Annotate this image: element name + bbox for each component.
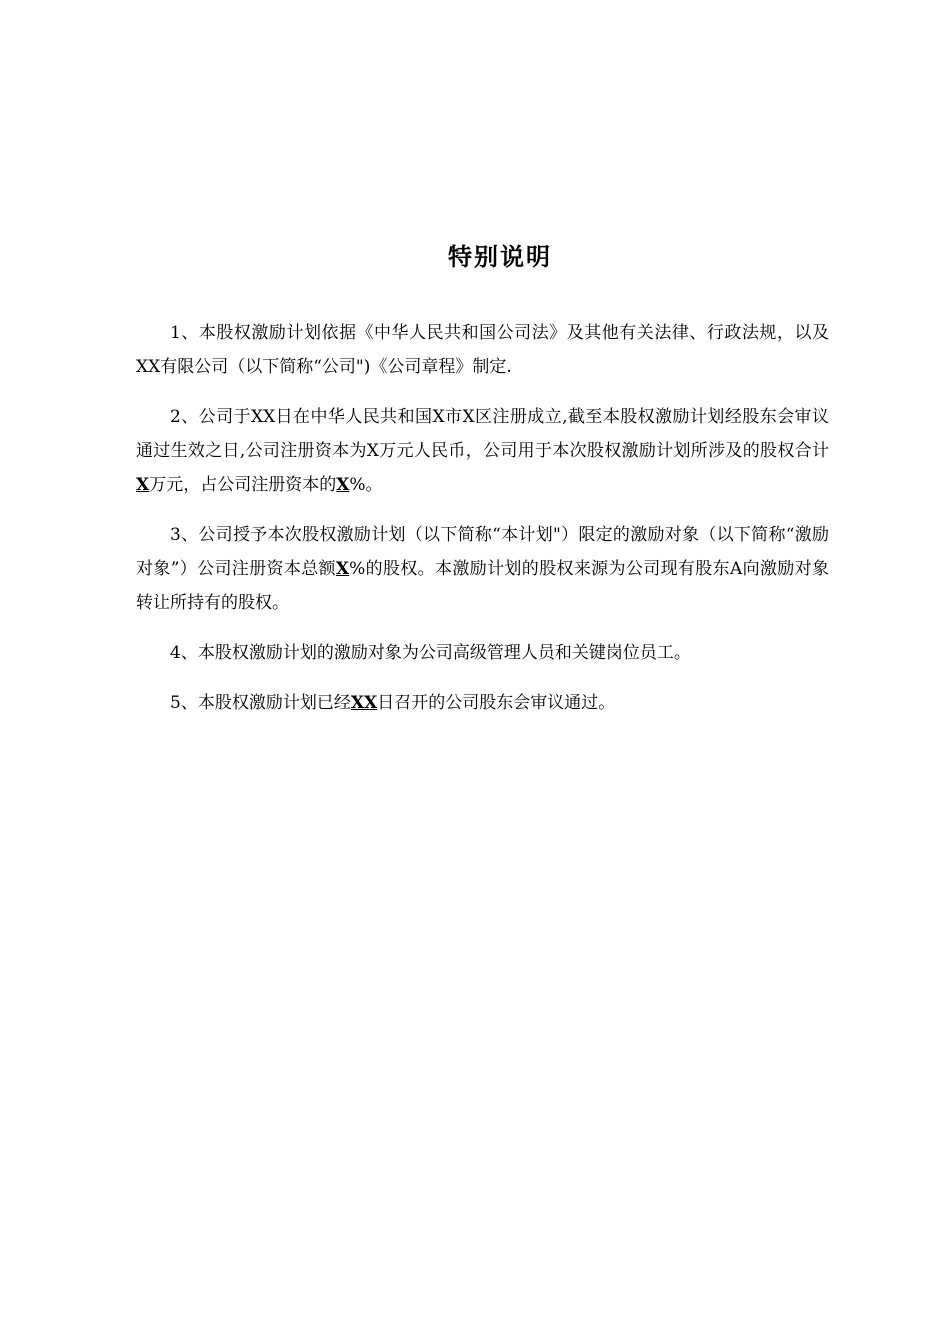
paragraph-4-text: 4、本股权激励计划的激励对象为公司高级管理人员和关键岗位员工。 — [170, 643, 691, 663]
paragraph-3-text-a: 3、公司授予本次股权激励计划（以下简称“本计划"）限定的激励对象（以下简称“激励对象”）公司注册资本总额 — [136, 525, 829, 579]
paragraph-2 — [136, 400, 829, 502]
paragraph-4 — [136, 636, 829, 670]
document-body — [136, 316, 829, 736]
paragraph-3 — [136, 518, 829, 620]
paragraph-5-text-a: 5、本股权激励计划已经 — [170, 693, 351, 713]
paragraph-5-placeholder-date: XX — [350, 693, 378, 713]
paragraph-1 — [136, 316, 829, 384]
paragraph-2-text-a: 2、公司于XX日在中华人民共和国X市X区注册成立,截至本股权激励计划经股东会审议通过生效之日,公司注册资本为X万元人民币，公司用于本次股权激励计划所涉及的股权合计 — [136, 407, 829, 461]
page-title: 特别说明 — [448, 242, 552, 271]
paragraph-2-placeholder-percent: X — [336, 475, 350, 495]
paragraph-2-placeholder-amount: X — [136, 475, 150, 495]
paragraph-1-text: 1、本股权激励计划依据《中华人民共和国公司法》及其他有关法律、行政法规，以及XX有限公司（以下简称“公司")《公司章程》制定. — [136, 323, 829, 377]
paragraph-2-text-b: 万元，占公司注册资本的 — [149, 475, 337, 495]
paragraph-2-text-c: %。 — [349, 475, 383, 495]
paragraph-3-placeholder-percent: X — [335, 559, 350, 579]
paragraph-5-text-b: 日召开的公司股东会审议通过。 — [377, 693, 616, 713]
paragraph-3-text-b: %的股权。本激励计划的股权来源为公司现有股东A向激励对象转让所持有的股权。 — [136, 559, 829, 613]
paragraph-5 — [136, 686, 829, 720]
